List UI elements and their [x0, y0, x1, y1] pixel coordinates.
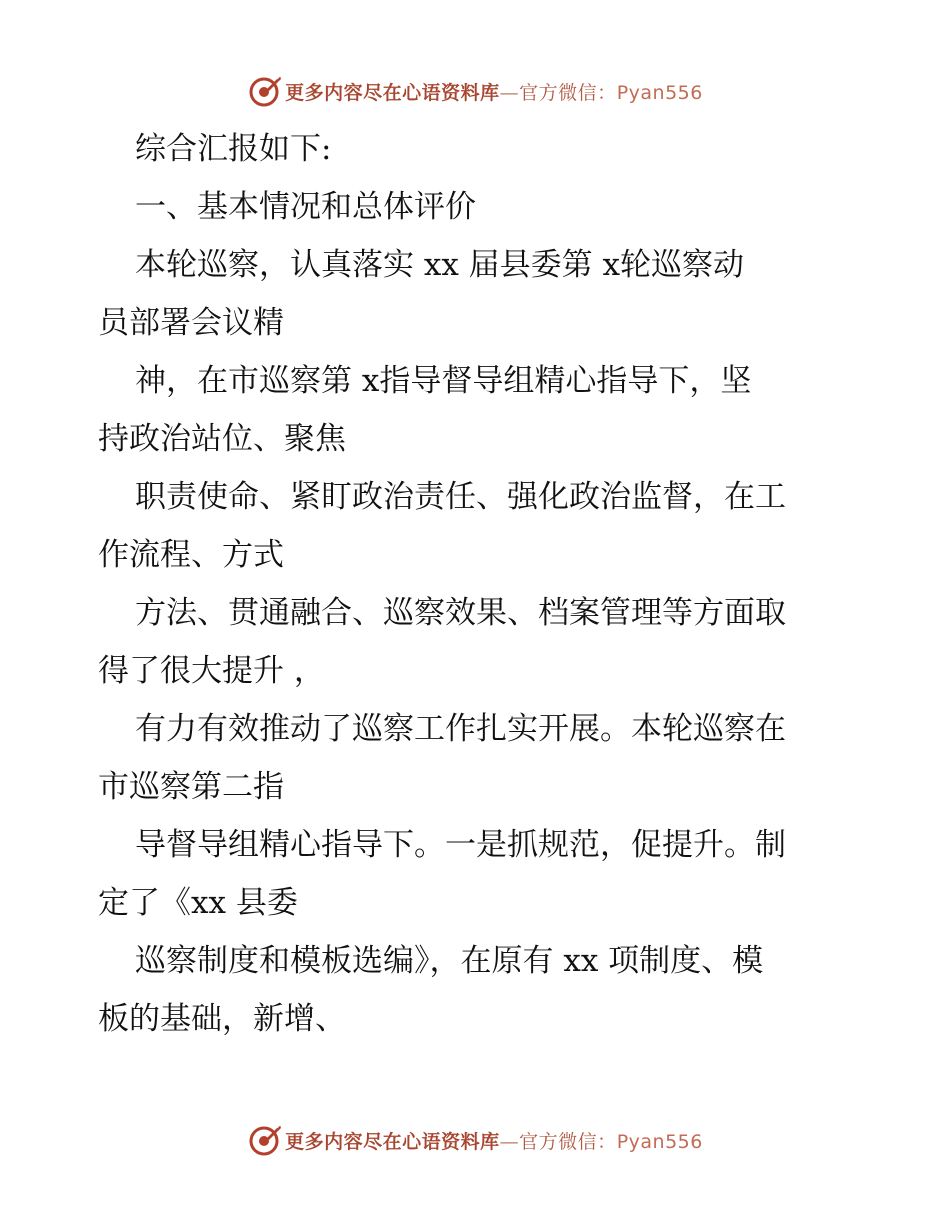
- banner-wechat-label: 官方微信：: [519, 81, 617, 104]
- body-line: 职责使命、紧盯政治责任、强化政治监督，在工: [135, 479, 786, 515]
- banner-text: [285, 1127, 703, 1154]
- body-line: 得了很大提升 ，: [98, 653, 325, 689]
- body-line: 综合汇报如下:: [135, 131, 332, 167]
- body-line: 持政治站位、聚焦: [98, 421, 346, 457]
- body-line: 本轮巡察，认真落实 xx 届县委第 x轮巡察动: [135, 247, 745, 283]
- pen-logo-icon: [247, 73, 283, 109]
- header-watermark-banner: [0, 71, 950, 111]
- document-body: [98, 120, 858, 1048]
- body-line: 定了《xx 县委: [98, 885, 298, 921]
- banner-prefix: 更多内容尽在心语资料库: [285, 1130, 500, 1153]
- body-line: 神，在市巡察第 x指导督导组精心指导下，坚: [135, 363, 752, 399]
- banner-dash: —: [499, 1130, 520, 1153]
- banner-wechat-label: 官方微信：: [519, 1130, 617, 1153]
- footer-watermark-banner: [0, 1120, 950, 1160]
- body-line: 巡察制度和模板选编》，在原有 xx 项制度、模: [135, 943, 764, 979]
- banner-wechat-id: Pyan556: [616, 1130, 703, 1153]
- body-line: 员部署会议精: [98, 305, 284, 341]
- pen-logo-icon: [247, 1122, 283, 1158]
- body-line: 方法、贯通融合、巡察效果、档案管理等方面取: [135, 595, 786, 631]
- banner-prefix: 更多内容尽在心语资料库: [285, 81, 500, 104]
- body-line: 板的基础，新增、: [98, 1001, 346, 1037]
- banner-text: [285, 78, 703, 105]
- body-line: 市巡察第二指: [98, 769, 284, 805]
- banner-wechat-id: Pyan556: [616, 81, 703, 104]
- body-line: 有力有效推动了巡察工作扎实开展。本轮巡察在: [135, 711, 786, 747]
- banner-dash: —: [499, 81, 520, 104]
- section-heading: 一、基本情况和总体评价: [135, 189, 476, 225]
- body-line: 导督导组精心指导下。一是抓规范，促提升。制: [135, 827, 786, 863]
- body-line: 作流程、方式: [98, 537, 284, 573]
